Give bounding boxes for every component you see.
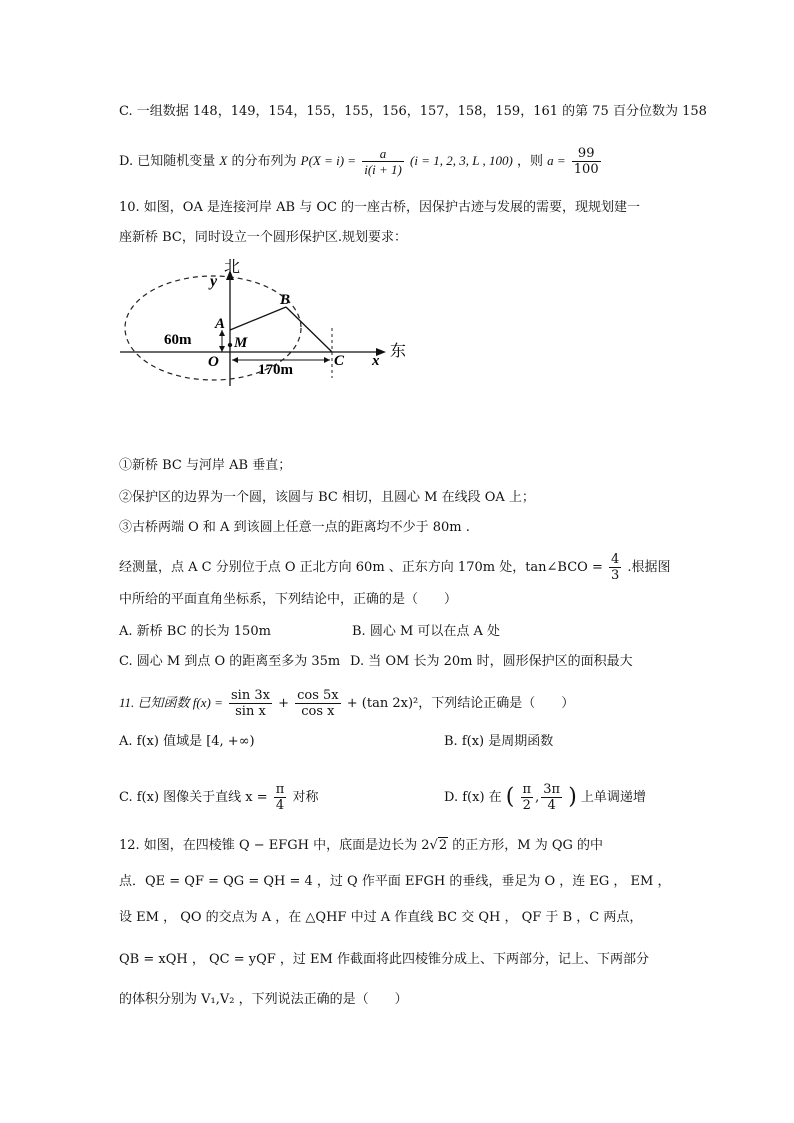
q10-stem-line1: 10. 如图，OA 是连接河岸 AB 与 OC 的一座古桥，因保护古迹与发展的需要，现规划建一 [119,200,641,215]
q11-f2-num: cos 5x [297,688,339,703]
q11-f1-num: sin 3x [231,688,270,703]
label-north: 北 [224,259,241,276]
q11-option-d-frac-2 [541,782,562,813]
q11-option-d: D. f(x) 在 ( $\frac{\pi}{2}$ , $\frac{3\pi}{4}$ ) 上单调递增 [444,782,646,813]
q10-measurement-tail: .根据图 [627,560,671,575]
label-o: O [208,354,219,370]
q10-requirement-2: ②保护区的边界为一个圆，该圆与 BC 相切，且圆心 M 在线段 OA 上； [119,490,535,505]
q11-fraction-1 [229,688,272,719]
bank-ab [230,307,286,330]
q10-tan-num: 4 [611,552,620,567]
q10-measurement-line2: 中所给的平面直角坐标系，下列结论中，正确的是（ ） [119,592,458,607]
q9-option-d [119,146,603,177]
q11-plus: + [278,696,289,711]
label-170m: 170m [258,362,293,378]
dim-170m-arrow-right-icon [324,357,330,363]
q10-option-b: B. 圆心 M 可以在点 A 处 [352,624,501,639]
q10-option-c: C. 圆心 M 到点 O 的距离至多为 35m [119,654,341,669]
label-y: y [210,273,218,290]
q11-fraction-2 [295,688,341,719]
q12-line1: 12. 如图，在四棱锥 Q − EFGH 中，底面是边长为 2√2 的正方形，M 为 QG 的中 [119,838,604,853]
q10-measurement-line1 [119,552,671,583]
q11-option-a: A. f(x) 值域是 [4, +∞) [119,734,255,749]
q9-option-d-a-eq: a = [547,153,566,168]
label-b: B [280,292,291,308]
q9-option-d-ans-den: 100 [573,162,599,177]
q10-tan-den: 3 [611,568,620,583]
q10-requirement-1: ①新桥 BC 与河岸 AB 垂直； [119,458,292,473]
q11-option-d-pre: D. f(x) 在 [444,790,502,805]
label-m: M [234,335,248,351]
dim-60m-arrow-down-icon [219,346,225,352]
q12-line2: 点．QE = QF = QG = QH = 4 ，过 Q 作平面 EFGH 的垂线，垂足为 O ，连 EG ， EM ， [119,874,671,889]
q10-measurement-text: 经测量，点 A C 分别位于点 O 正北方向 60m 、正东方向 170m 处，tan∠BCO = [119,560,603,575]
q9-option-d-answer [572,146,601,177]
q12-line5: 的体积分别为 V₁,V₂ ，下列说法正确的是（ ） [119,992,408,1007]
label-x: x [372,353,380,369]
q9-option-c: C. 一组数据 148，149，154，155，155，156，157，158，159，161 的第 75 百分位数为 158 [119,104,707,119]
q11-f1-den: sin x [235,704,266,719]
label-c: C [334,353,345,369]
q11-option-c-pre: C. f(x) 图像关于直线 x = [119,790,268,805]
q10-option-d: D. 当 OM 长为 20m 时，圆形保护区的面积最大 [350,654,633,669]
q10-stem-line2: 座新桥 BC，同时设立一个圆形保护区.规划要求： [119,230,408,245]
label-60m: 60m [164,332,192,348]
q11-option-c-post: 对称 [292,790,319,805]
q10-tan-fraction [609,552,621,583]
q11-option-d-n2: 3π [543,782,561,797]
q11-tail: + (tan 2x)²，下列结论正确是（ ） [346,696,575,711]
q11-option-c-den: 4 [275,798,285,813]
q12-line1-sqrt: 2 [438,838,448,853]
q11-option-d-n1: π [522,782,532,797]
q10-option-a: A. 新桥 BC 的长为 150m [119,624,271,639]
q10-requirement-3: ③古桥两端 O 和 A 到该圆上任意一点的距离均不少于 80m . [119,520,470,535]
q9-option-d-ans-num: 99 [572,146,601,162]
q11-prefix: 11. 已知函数 f(x) = [119,695,223,710]
q9-option-d-frac-den: i(i + 1) [364,162,402,177]
label-a: A [215,316,226,332]
bridge-bc [286,307,332,352]
q9-option-d-then: ，则 [516,154,543,169]
q9-option-d-prefix: D. 已知随机变量 [119,154,216,169]
q9-option-d-range: (i = 1, 2, 3, L , 100) [410,153,513,168]
q11-option-c-num: π [275,782,285,797]
q11-option-b: B. f(x) 是周期函数 [444,734,554,749]
q11-option-c [119,782,319,813]
point-m [228,343,232,347]
q9-option-d-fraction [362,146,404,177]
q9-option-d-var: X [219,153,228,168]
q11-option-d-post: 上单调递增 [580,790,646,805]
q9-option-d-frac-num: a [362,146,404,162]
q9-option-d-lhs: P(X = i) = [300,153,357,168]
q10-figure [118,258,418,388]
q11-option-d-frac-1 [521,782,534,813]
q11-option-d-d2: 4 [547,798,556,813]
q11-option-d-d1: 2 [522,798,531,813]
q12-line1-a: 12. 如图，在四棱锥 Q − EFGH 中，底面是边长为 2 [119,838,430,853]
q11-option-c-fraction [274,782,287,813]
q11-f2-den: cos x [301,704,335,719]
q12-line3: 设 EM ， QO 的交点为 A ，在 △QHF 中过 A 作直线 BC 交 QH ， QF 于 B ，C 两点， [119,910,643,925]
label-east: 东 [390,343,407,360]
q9-option-d-mid: 的分布列为 [231,154,297,169]
q12-line4: QB = xQH ， QC = yQF ，过 EM 作截面将此四棱锥分成上、下两部分，记上、下两部分 [119,952,649,967]
dim-170m-arrow-left-icon [232,357,238,363]
q12-line1-b: 的正方形，M 为 QG 的中 [452,838,604,853]
q11-stem [119,688,574,719]
